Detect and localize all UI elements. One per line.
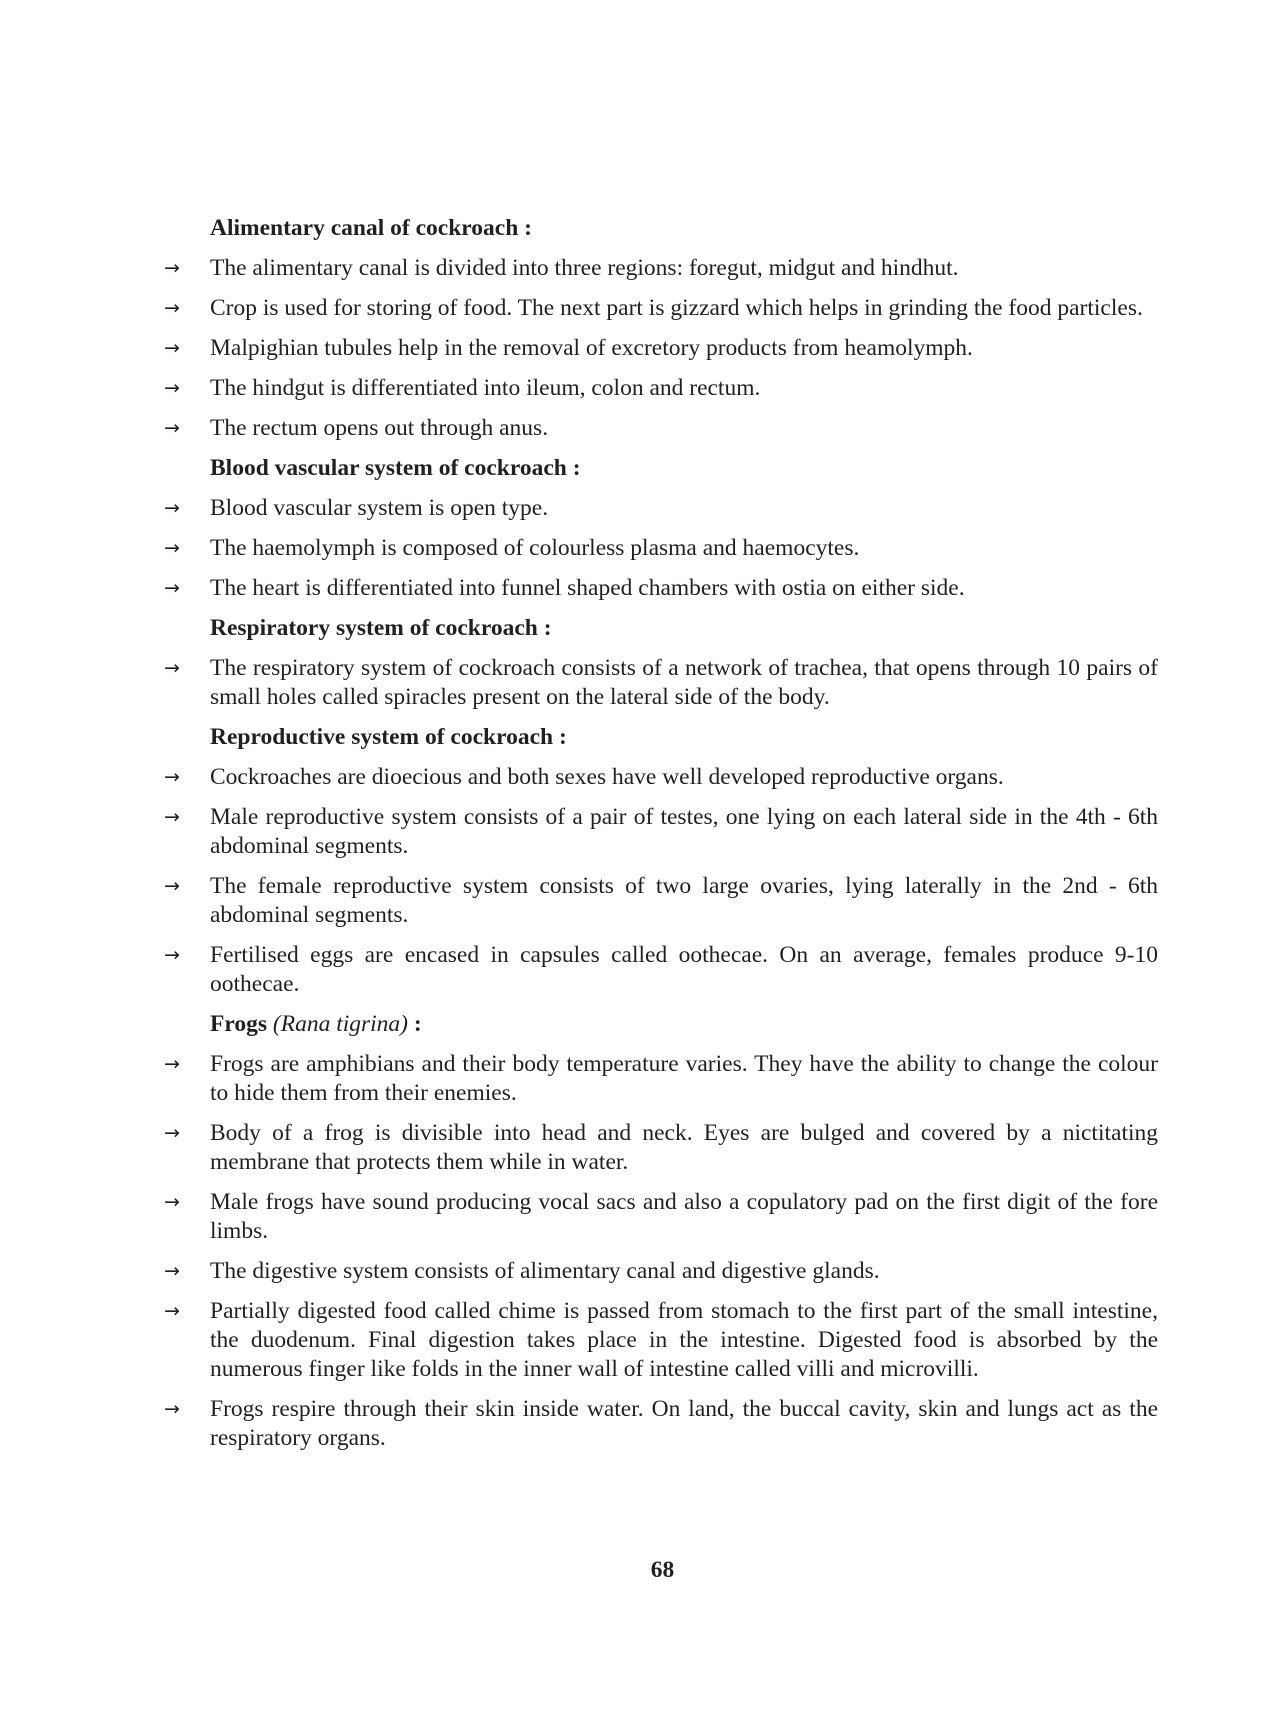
list-item-text: Partially digested food called chime is passed from stomach to the first part of the small intestine, the duodenum. Final digestion takes place in the intestine. Digested food is absorbed by the numerous finger like folds in the inner wall of intestine called villi and microvilli.: [210, 1298, 1158, 1382]
frogs-heading-bold: Frogs: [210, 1011, 268, 1037]
list-item: [150, 1188, 1158, 1246]
right-arrow-icon: →: [164, 1398, 180, 1420]
right-arrow-icon: →: [164, 257, 180, 279]
list-item: [150, 574, 1158, 603]
list-item-text: Blood vascular system is open type.: [210, 495, 549, 521]
page-number: 68: [650, 1557, 675, 1583]
page-content: [150, 214, 1158, 1464]
list-item: [150, 872, 1158, 930]
list-item-text: The haemolymph is composed of colourless plasma and haemocytes.: [210, 535, 860, 561]
list-item-text: The respiratory system of cockroach consists of a network of trachea, that opens through 10 pairs of small holes called spiracles present on the lateral side of the body.: [210, 655, 1158, 710]
list-item-text: The alimentary canal is divided into three regions: foregut, midgut and hindhut.: [210, 255, 959, 281]
list-item: [150, 414, 1158, 443]
right-arrow-icon: →: [164, 1191, 180, 1213]
list-item: [150, 1395, 1158, 1453]
list-item: [150, 494, 1158, 523]
section-heading-frogs: [210, 1010, 1158, 1039]
list-item: [150, 1050, 1158, 1108]
list-item-text: The rectum opens out through anus.: [210, 415, 549, 441]
right-arrow-icon: →: [164, 417, 180, 439]
list-item: [150, 763, 1158, 792]
right-arrow-icon: →: [164, 766, 180, 788]
list-item-text: The digestive system consists of alimentary canal and digestive glands.: [210, 1258, 880, 1284]
right-arrow-icon: →: [164, 806, 180, 828]
right-arrow-icon: →: [164, 944, 180, 966]
list-item-text: Frogs respire through their skin inside water. On land, the buccal cavity, skin and lungs act as the respiratory organs.: [210, 1396, 1158, 1451]
list-item: [150, 1257, 1158, 1286]
list-item: [150, 803, 1158, 861]
right-arrow-icon: →: [164, 657, 180, 679]
list-item-text: The heart is differentiated into funnel shaped chambers with ostia on either side.: [210, 575, 965, 601]
list-item-text: Malpighian tubules help in the removal of excretory products from heamolymph.: [210, 335, 973, 361]
list-item: [150, 1297, 1158, 1384]
list-item: [150, 254, 1158, 283]
section-heading-alimentary-canal: Alimentary canal of cockroach :: [210, 215, 532, 241]
right-arrow-icon: →: [164, 875, 180, 897]
section-heading-reproductive-system: Reproductive system of cockroach :: [210, 724, 567, 750]
section-heading-respiratory-system: Respiratory system of cockroach :: [210, 615, 552, 641]
list-item: [150, 941, 1158, 999]
right-arrow-icon: →: [164, 577, 180, 599]
list-item-text: Frogs are amphibians and their body temperature varies. They have the ability to change the colour to hide them from their enemies.: [210, 1051, 1158, 1106]
list-item-text: The hindgut is differentiated into ileum, colon and rectum.: [210, 375, 761, 401]
list-item-text: Male reproductive system consists of a pair of testes, one lying on each lateral side in the 4th - 6th abdominal segments.: [210, 804, 1158, 859]
list-item-text: Cockroaches are dioecious and both sexes have well developed reproductive organs.: [210, 764, 1004, 790]
right-arrow-icon: →: [164, 537, 180, 559]
section-heading-blood-vascular-system: Blood vascular system of cockroach :: [210, 455, 581, 481]
right-arrow-icon: →: [164, 377, 180, 399]
list-item-text: Fertilised eggs are encased in capsules called oothecae. On an average, females produce 9-10 oothecae.: [210, 942, 1158, 997]
list-item-text: Crop is used for storing of food. The next part is gizzard which helps in grinding the food particles.: [210, 295, 1143, 321]
right-arrow-icon: →: [164, 1122, 180, 1144]
right-arrow-icon: →: [164, 297, 180, 319]
right-arrow-icon: →: [164, 497, 180, 519]
list-item-text: Male frogs have sound producing vocal sacs and also a copulatory pad on the first digit of the fore limbs.: [210, 1189, 1158, 1244]
list-item: [150, 1119, 1158, 1177]
list-item: [150, 534, 1158, 563]
frogs-scientific-name: (Rana tigrina): [272, 1011, 409, 1037]
list-item-text: The female reproductive system consists of two large ovaries, lying laterally in the 2nd - 6th abdominal segments.: [210, 873, 1158, 928]
right-arrow-icon: →: [164, 337, 180, 359]
list-item: [150, 654, 1158, 712]
right-arrow-icon: →: [164, 1053, 180, 1075]
list-item: [150, 334, 1158, 363]
list-item: [150, 374, 1158, 403]
list-item-text: Body of a frog is divisible into head and neck. Eyes are bulged and covered by a nictitating membrane that protects them while in water.: [210, 1120, 1158, 1175]
frogs-heading-colon: :: [413, 1011, 422, 1037]
right-arrow-icon: →: [164, 1260, 180, 1282]
list-item: [150, 294, 1158, 323]
right-arrow-icon: →: [164, 1300, 180, 1322]
